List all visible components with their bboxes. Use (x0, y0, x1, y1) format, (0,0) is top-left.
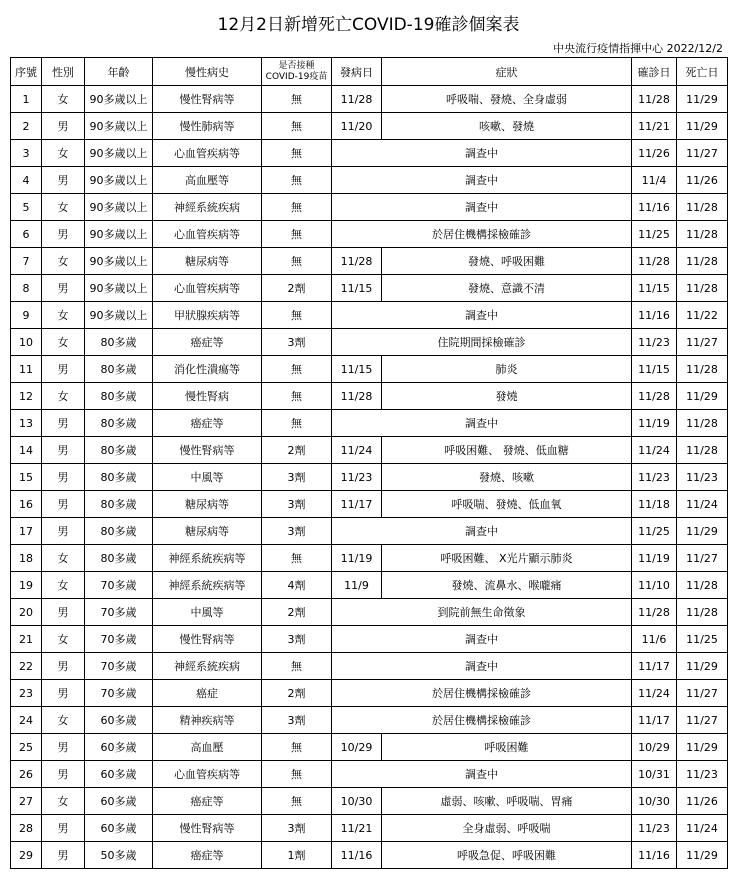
cell-sex: 男 (42, 680, 85, 707)
col-header-vaccine-line1: 是否接種 (278, 60, 315, 71)
cell-confirmed: 11/18 (632, 491, 677, 518)
cell-onset: 11/17 (332, 491, 382, 518)
cell-disease: 精神疾病等 (153, 707, 262, 734)
cell-confirmed: 11/26 (632, 140, 677, 167)
cell-symptoms: 呼吸困難、 X光片顯示肺炎 (382, 545, 632, 572)
cell-disease: 癌症等 (153, 842, 262, 869)
cell-onset: 11/24 (332, 437, 382, 464)
cell-age: 80多歲 (85, 491, 153, 518)
cell-age: 50多歲 (85, 842, 153, 869)
cell-disease: 糖尿病等 (153, 491, 262, 518)
cell-confirmed: 11/23 (632, 329, 677, 356)
cell-confirmed: 11/24 (632, 680, 677, 707)
cell-age: 90多歲以上 (85, 194, 153, 221)
cell-vaccine: 無 (262, 194, 332, 221)
cell-confirmed: 11/16 (632, 842, 677, 869)
cell-symptoms: 發燒 (382, 383, 632, 410)
cell-symptoms: 調查中 (332, 761, 632, 788)
table-row (11, 140, 728, 167)
table-row (11, 410, 728, 437)
cell-death: 11/28 (677, 437, 728, 464)
cell-age: 90多歲以上 (85, 248, 153, 275)
cell-confirmed: 11/28 (632, 383, 677, 410)
table-row (11, 572, 728, 599)
cell-disease: 糖尿病等 (153, 248, 262, 275)
cell-vaccine: 3劑 (262, 464, 332, 491)
cell-symptoms: 於居住機構採檢確診 (332, 221, 632, 248)
col-header-death: 死亡日 (677, 58, 728, 86)
col-header-age: 年齡 (85, 58, 153, 86)
cell-vaccine: 3劑 (262, 815, 332, 842)
table-row (11, 680, 728, 707)
cell-vaccine: 無 (262, 356, 332, 383)
cell-disease: 癌症等 (153, 329, 262, 356)
cell-disease: 消化性潰瘍等 (153, 356, 262, 383)
cell-disease: 中風等 (153, 464, 262, 491)
cell-vaccine: 4劑 (262, 572, 332, 599)
table-row (11, 167, 728, 194)
cell-sex: 女 (42, 329, 85, 356)
cell-symptoms: 調查中 (332, 194, 632, 221)
table-row (11, 491, 728, 518)
cell-age: 60多歲 (85, 788, 153, 815)
cell-symptoms: 呼吸困難、 發燒、低血糖 (382, 437, 632, 464)
cell-disease: 心血管疾病等 (153, 140, 262, 167)
cell-death: 11/28 (677, 572, 728, 599)
cell-confirmed: 11/25 (632, 518, 677, 545)
cell-symptoms: 發燒、呼吸困難 (382, 248, 632, 275)
cell-age: 70多歲 (85, 653, 153, 680)
cell-vaccine: 3劑 (262, 626, 332, 653)
cell-onset: 11/15 (332, 356, 382, 383)
cell-vaccine: 無 (262, 383, 332, 410)
cell-death: 11/28 (677, 410, 728, 437)
cell-sex: 男 (42, 491, 85, 518)
table-row (11, 842, 728, 869)
cell-age: 80多歲 (85, 518, 153, 545)
cell-age: 80多歲 (85, 545, 153, 572)
cell-age: 70多歲 (85, 626, 153, 653)
cell-no: 24 (11, 707, 42, 734)
cell-disease: 神經系統疾病 (153, 653, 262, 680)
table-row (11, 734, 728, 761)
cell-no: 19 (11, 572, 42, 599)
table-body (11, 86, 728, 869)
cell-disease: 高血壓等 (153, 167, 262, 194)
cell-symptoms: 調查中 (332, 410, 632, 437)
cell-disease: 神經系統疾病等 (153, 572, 262, 599)
cell-symptoms: 於居住機構採檢確診 (332, 707, 632, 734)
cell-disease: 慢性腎病 (153, 383, 262, 410)
cell-death: 11/28 (677, 194, 728, 221)
table-row (11, 329, 728, 356)
cell-disease: 心血管疾病等 (153, 275, 262, 302)
cell-age: 60多歲 (85, 707, 153, 734)
cell-no: 23 (11, 680, 42, 707)
cell-disease: 糖尿病等 (153, 518, 262, 545)
cell-no: 16 (11, 491, 42, 518)
cell-sex: 男 (42, 167, 85, 194)
cell-sex: 女 (42, 140, 85, 167)
cell-vaccine: 3劑 (262, 329, 332, 356)
cell-sex: 男 (42, 275, 85, 302)
cell-disease: 神經系統疾病等 (153, 545, 262, 572)
cell-onset: 11/19 (332, 545, 382, 572)
cell-age: 80多歲 (85, 329, 153, 356)
cell-vaccine: 無 (262, 140, 332, 167)
table-row (11, 356, 728, 383)
cell-death: 11/28 (677, 275, 728, 302)
cell-no: 8 (11, 275, 42, 302)
cell-age: 90多歲以上 (85, 167, 153, 194)
table-row (11, 761, 728, 788)
cell-death: 11/29 (677, 518, 728, 545)
cell-onset: 11/20 (332, 113, 382, 140)
cell-disease: 慢性腎病等 (153, 86, 262, 113)
cell-disease: 慢性腎病等 (153, 437, 262, 464)
cell-disease: 癌症等 (153, 410, 262, 437)
cell-confirmed: 11/6 (632, 626, 677, 653)
cell-no: 14 (11, 437, 42, 464)
cell-vaccine: 無 (262, 761, 332, 788)
cell-sex: 男 (42, 842, 85, 869)
table-row (11, 599, 728, 626)
cell-confirmed: 11/19 (632, 410, 677, 437)
cell-no: 21 (11, 626, 42, 653)
cell-confirmed: 11/28 (632, 599, 677, 626)
cell-symptoms: 咳嗽、發燒 (382, 113, 632, 140)
cell-no: 27 (11, 788, 42, 815)
cell-no: 25 (11, 734, 42, 761)
cell-onset: 11/28 (332, 383, 382, 410)
cell-death: 11/24 (677, 815, 728, 842)
cell-death: 11/28 (677, 599, 728, 626)
cell-no: 18 (11, 545, 42, 572)
cell-no: 12 (11, 383, 42, 410)
cell-death: 11/29 (677, 734, 728, 761)
cell-vaccine: 1劑 (262, 842, 332, 869)
cell-death: 11/27 (677, 680, 728, 707)
cell-age: 90多歲以上 (85, 275, 153, 302)
col-header-no: 序號 (11, 58, 42, 86)
cell-symptoms: 調查中 (332, 518, 632, 545)
cell-symptoms: 調查中 (332, 140, 632, 167)
cell-symptoms: 調查中 (332, 626, 632, 653)
cell-death: 11/23 (677, 761, 728, 788)
cell-sex: 女 (42, 86, 85, 113)
cell-age: 60多歲 (85, 734, 153, 761)
cell-age: 80多歲 (85, 383, 153, 410)
cell-sex: 男 (42, 464, 85, 491)
col-header-confirmed: 確診日 (632, 58, 677, 86)
table-row (11, 86, 728, 113)
cell-symptoms: 調查中 (332, 302, 632, 329)
cell-sex: 女 (42, 194, 85, 221)
cell-death: 11/27 (677, 707, 728, 734)
table-row (11, 707, 728, 734)
cell-death: 11/22 (677, 302, 728, 329)
cell-sex: 男 (42, 113, 85, 140)
cell-vaccine: 無 (262, 113, 332, 140)
cell-confirmed: 11/15 (632, 356, 677, 383)
cell-age: 70多歲 (85, 572, 153, 599)
cell-age: 90多歲以上 (85, 86, 153, 113)
cell-no: 4 (11, 167, 42, 194)
cell-symptoms: 肺炎 (382, 356, 632, 383)
header-row (11, 58, 728, 86)
cell-sex: 女 (42, 302, 85, 329)
cell-no: 29 (11, 842, 42, 869)
cell-vaccine: 無 (262, 167, 332, 194)
cell-age: 90多歲以上 (85, 221, 153, 248)
cell-sex: 女 (42, 707, 85, 734)
cell-sex: 女 (42, 572, 85, 599)
cell-vaccine: 無 (262, 788, 332, 815)
cell-death: 11/28 (677, 356, 728, 383)
cell-vaccine: 2劑 (262, 599, 332, 626)
cell-confirmed: 11/15 (632, 275, 677, 302)
cell-onset: 11/21 (332, 815, 382, 842)
cell-symptoms: 呼吸喘、發燒、低血氧 (382, 491, 632, 518)
cell-onset: 11/9 (332, 572, 382, 599)
cell-vaccine: 無 (262, 86, 332, 113)
cell-confirmed: 11/24 (632, 437, 677, 464)
cell-death: 11/29 (677, 113, 728, 140)
cell-disease: 癌症等 (153, 788, 262, 815)
table-row (11, 464, 728, 491)
col-header-onset: 發病日 (332, 58, 382, 86)
cell-disease: 慢性腎病等 (153, 815, 262, 842)
cell-confirmed: 11/23 (632, 815, 677, 842)
cell-disease: 慢性腎病等 (153, 626, 262, 653)
cell-no: 7 (11, 248, 42, 275)
page-title: 12月2日新增死亡COVID-19確診個案表 (217, 15, 520, 35)
cell-sex: 男 (42, 356, 85, 383)
cell-symptoms: 虛弱、咳嗽、呼吸喘、胃痛 (382, 788, 632, 815)
table-row (11, 437, 728, 464)
cell-death: 11/27 (677, 140, 728, 167)
cell-confirmed: 11/17 (632, 653, 677, 680)
cell-death: 11/26 (677, 788, 728, 815)
table-row (11, 626, 728, 653)
cell-symptoms: 全身虛弱、呼吸喘 (382, 815, 632, 842)
cell-symptoms: 呼吸急促、呼吸困難 (382, 842, 632, 869)
col-header-sex: 性別 (42, 58, 85, 86)
col-header-vaccine (262, 58, 332, 86)
cell-disease: 神經系統疾病 (153, 194, 262, 221)
cell-age: 90多歲以上 (85, 113, 153, 140)
cell-no: 13 (11, 410, 42, 437)
cell-age: 70多歲 (85, 680, 153, 707)
cell-confirmed: 11/25 (632, 221, 677, 248)
table-row (11, 302, 728, 329)
cell-age: 80多歲 (85, 356, 153, 383)
cell-sex: 男 (42, 437, 85, 464)
cell-onset: 11/23 (332, 464, 382, 491)
cell-vaccine: 無 (262, 248, 332, 275)
cell-symptoms: 發燒、咳嗽 (382, 464, 632, 491)
cell-vaccine: 無 (262, 734, 332, 761)
cell-confirmed: 11/4 (632, 167, 677, 194)
cell-no: 6 (11, 221, 42, 248)
cell-sex: 男 (42, 221, 85, 248)
cell-sex: 男 (42, 815, 85, 842)
cell-no: 22 (11, 653, 42, 680)
cell-age: 60多歲 (85, 815, 153, 842)
cell-confirmed: 10/31 (632, 761, 677, 788)
cell-sex: 男 (42, 734, 85, 761)
cell-symptoms: 住院期間採檢確診 (332, 329, 632, 356)
table-row (11, 248, 728, 275)
cell-no: 11 (11, 356, 42, 383)
cell-death: 11/28 (677, 248, 728, 275)
cases-table (10, 57, 728, 869)
cell-sex: 女 (42, 545, 85, 572)
cell-age: 80多歲 (85, 464, 153, 491)
cell-death: 11/26 (677, 167, 728, 194)
cell-vaccine: 3劑 (262, 518, 332, 545)
cell-symptoms: 調查中 (332, 167, 632, 194)
cell-sex: 女 (42, 788, 85, 815)
cell-confirmed: 11/28 (632, 86, 677, 113)
cell-age: 80多歲 (85, 410, 153, 437)
cell-disease: 甲狀腺疾病等 (153, 302, 262, 329)
cell-no: 10 (11, 329, 42, 356)
cell-vaccine: 無 (262, 653, 332, 680)
cell-disease: 心血管疾病等 (153, 761, 262, 788)
cell-disease: 中風等 (153, 599, 262, 626)
cell-disease: 高血壓 (153, 734, 262, 761)
cell-death: 11/25 (677, 626, 728, 653)
cell-sex: 男 (42, 410, 85, 437)
cell-sex: 女 (42, 248, 85, 275)
cell-death: 11/27 (677, 329, 728, 356)
col-header-disease: 慢性病史 (153, 58, 262, 86)
cell-no: 5 (11, 194, 42, 221)
cell-vaccine: 無 (262, 302, 332, 329)
cell-symptoms: 到院前無生命徵象 (332, 599, 632, 626)
cell-symptoms: 調查中 (332, 653, 632, 680)
cell-confirmed: 11/16 (632, 194, 677, 221)
source-date: 中央流行疫情指揮中心 2022/12/2 (553, 42, 723, 55)
cell-no: 20 (11, 599, 42, 626)
cell-onset: 11/15 (332, 275, 382, 302)
cell-no: 9 (11, 302, 42, 329)
cell-confirmed: 10/30 (632, 788, 677, 815)
cell-age: 90多歲以上 (85, 302, 153, 329)
cell-symptoms: 發燒、流鼻水、喉嚨痛 (382, 572, 632, 599)
cell-confirmed: 10/29 (632, 734, 677, 761)
table-row (11, 194, 728, 221)
cell-no: 28 (11, 815, 42, 842)
cell-vaccine: 2劑 (262, 275, 332, 302)
cell-symptoms: 發燒、意識不清 (382, 275, 632, 302)
cell-death: 11/29 (677, 653, 728, 680)
cell-vaccine: 2劑 (262, 437, 332, 464)
cell-death: 11/29 (677, 86, 728, 113)
cell-confirmed: 11/16 (632, 302, 677, 329)
col-header-symptoms: 症狀 (382, 58, 632, 86)
cell-age: 70多歲 (85, 599, 153, 626)
table-row (11, 275, 728, 302)
cell-confirmed: 11/23 (632, 464, 677, 491)
cell-sex: 男 (42, 761, 85, 788)
cell-no: 26 (11, 761, 42, 788)
cell-death: 11/29 (677, 383, 728, 410)
cell-disease: 慢性肺病等 (153, 113, 262, 140)
table-row (11, 383, 728, 410)
table-row (11, 113, 728, 140)
cell-no: 2 (11, 113, 42, 140)
cell-confirmed: 11/21 (632, 113, 677, 140)
cell-disease: 心血管疾病等 (153, 221, 262, 248)
table-row (11, 518, 728, 545)
cell-vaccine: 3劑 (262, 707, 332, 734)
cell-onset: 11/28 (332, 86, 382, 113)
table-row (11, 545, 728, 572)
cell-no: 1 (11, 86, 42, 113)
cell-onset: 11/28 (332, 248, 382, 275)
cell-sex: 女 (42, 383, 85, 410)
cell-age: 80多歲 (85, 437, 153, 464)
cell-sex: 男 (42, 518, 85, 545)
cell-onset: 11/16 (332, 842, 382, 869)
cell-vaccine: 無 (262, 221, 332, 248)
cell-disease: 癌症 (153, 680, 262, 707)
table-row (11, 815, 728, 842)
cell-vaccine: 無 (262, 410, 332, 437)
cell-confirmed: 11/10 (632, 572, 677, 599)
col-header-vaccine-line2: COVID-19疫苗 (265, 71, 328, 82)
cell-vaccine: 3劑 (262, 491, 332, 518)
cell-sex: 男 (42, 653, 85, 680)
cell-symptoms: 呼吸困難 (382, 734, 632, 761)
cell-onset: 10/29 (332, 734, 382, 761)
cell-age: 60多歲 (85, 761, 153, 788)
cell-confirmed: 11/28 (632, 248, 677, 275)
cell-death: 11/27 (677, 545, 728, 572)
cell-no: 17 (11, 518, 42, 545)
cell-vaccine: 無 (262, 545, 332, 572)
cell-death: 11/29 (677, 842, 728, 869)
cell-sex: 男 (42, 599, 85, 626)
cell-symptoms: 於居住機構採檢確診 (332, 680, 632, 707)
cell-vaccine: 2劑 (262, 680, 332, 707)
cell-death: 11/24 (677, 491, 728, 518)
cell-confirmed: 11/19 (632, 545, 677, 572)
cell-symptoms: 呼吸喘、發燒、全身虛弱 (382, 86, 632, 113)
cell-no: 15 (11, 464, 42, 491)
cell-no: 3 (11, 140, 42, 167)
cell-age: 90多歲以上 (85, 140, 153, 167)
table-row (11, 221, 728, 248)
cell-onset: 10/30 (332, 788, 382, 815)
cell-death: 11/23 (677, 464, 728, 491)
cell-confirmed: 11/17 (632, 707, 677, 734)
table-row (11, 788, 728, 815)
table-row (11, 653, 728, 680)
cell-sex: 女 (42, 626, 85, 653)
cell-death: 11/28 (677, 221, 728, 248)
